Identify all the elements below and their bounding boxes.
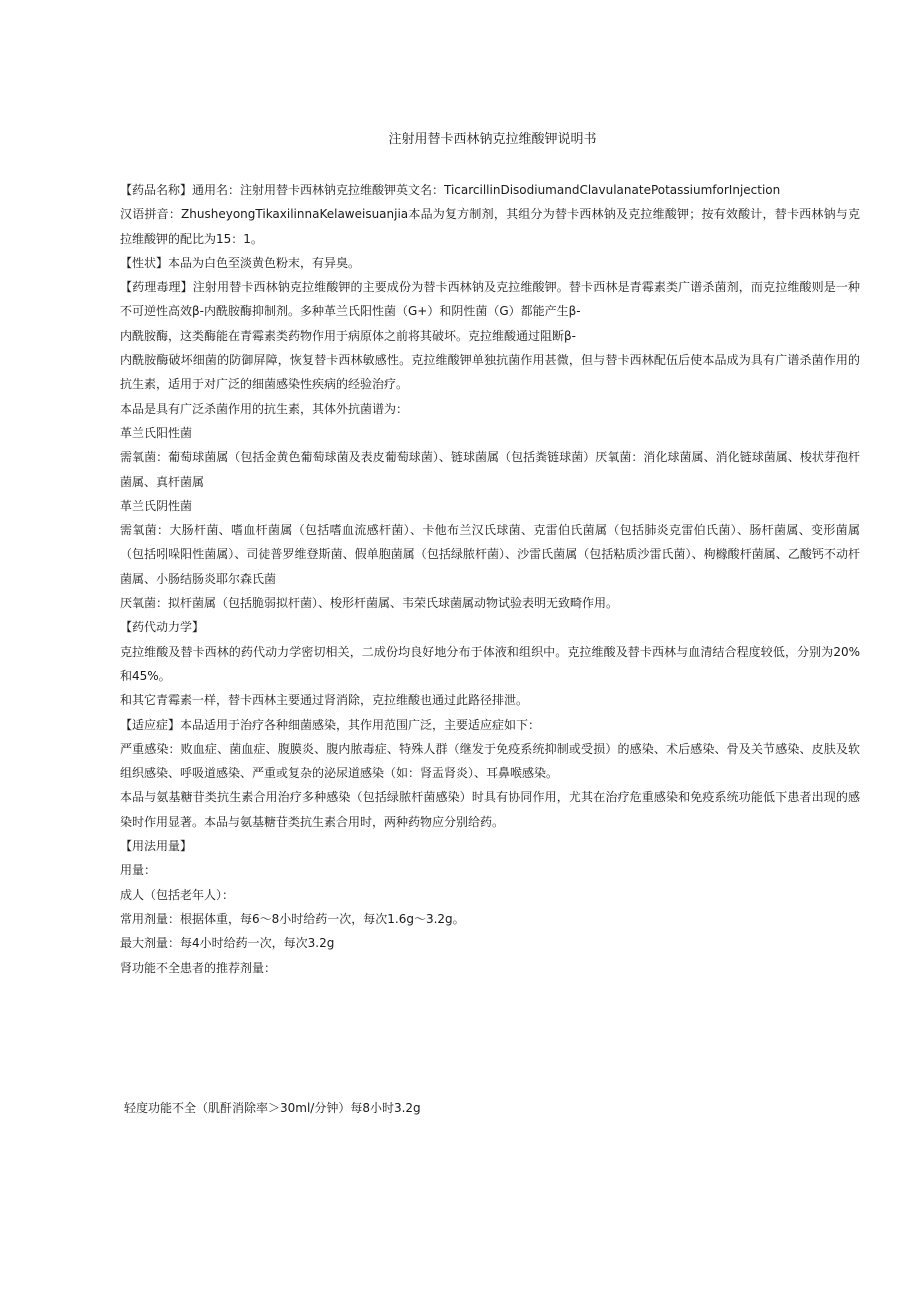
paragraph-gram-negative-anaerobes: 厌氧菌：拟杆菌属（包括脆弱拟杆菌）、梭形杆菌属、韦荣氏球菌属动物试验表明无致畸作用。 — [120, 596, 619, 611]
heading-dosage: 【用法用量】 — [120, 839, 193, 854]
paragraph-appearance: 【性状】本品为白色至淡黄色粉末，有异臭。 — [120, 255, 361, 270]
paragraph-indications: 【适应症】本品适用于治疗各种细菌感染，其作用范围广泛，主要适应症如下： — [120, 717, 541, 732]
paragraph-drug-name: 【药品名称】通用名：注射用替卡西林钠克拉维酸钾英文名：TicarcillinDisodiumandClavulanatePotassiumforInjection — [120, 183, 781, 197]
document-body — [120, 178, 860, 980]
paragraph-severe-infections: 严重感染：败血症、菌血症、腹膜炎、腹内脓毒症、特殊人群（继发于免疫系统抑制或受损）的感染、术后感染、骨及关节感染、皮肤及软组织感染、呼吸道感染、严重或复杂的泌尿道感染（如：肾盂肾炎）、耳鼻喉感染。 — [120, 741, 860, 781]
heading-pharmacokinetics: 【药代动力学】 — [120, 620, 205, 635]
paragraph-gram-positive: 需氧菌：葡萄球菌属（包括金黄色葡萄球菌及表皮葡萄球菌）、链球菌属（包括粪链球菌）厌氧菌：消化球菌属、消化链球菌属、梭状芽孢杆菌属、真杆菌属 — [120, 450, 860, 489]
paragraph-spectrum-intro: 本品是具有广泛杀菌作用的抗生素，其体外抗菌谱为： — [120, 401, 409, 416]
heading-gram-negative: 革兰氏阴性菌 — [120, 498, 193, 513]
paragraph-max-dose: 最大剂量：每4小时给药一次，每次3.2g — [120, 936, 335, 951]
paragraph-pharmacology-3: 内酰胺酶破坏细菌的防御屏障，恢复替卡西林敏感性。克拉维酸钾单独抗菌作用甚微，但与替卡西林配伍后使本品成为具有广谱杀菌作用的抗生素，适用于对广泛的细菌感染性疾病的经验治疗。 — [120, 353, 860, 392]
paragraph-usual-dose: 常用剂量：根据体重，每6～8小时给药一次，每次1.6g～3.2g。 — [120, 911, 465, 926]
page-title: 注射用替卡西林钠克拉维酸钾说明书 — [388, 132, 597, 147]
paragraph-pinyin: 汉语拼音：ZhusheyongTikaxilinnaKelaweisuanjia本品为复方制剂，其组分为替卡西林钠及克拉维酸钾；按有效酸计，替卡西林钠与克拉维酸钾的配比为15：1。 — [120, 207, 860, 246]
paragraph-combination: 本品与氨基糖苷类抗生素合用治疗多种感染（包括绿脓杆菌感染）时具有协同作用，尤其在治疗危重感染和免疫系统功能低下患者出现的感染时作用显著。本品与氨基糖苷类抗生素合用时，两种药物应分别给药。 — [120, 790, 860, 829]
paragraph-adults: 成人（包括老年人）： — [120, 887, 235, 902]
paragraph-pharmacology: 【药理毒理】注射用替卡西林钠克拉维酸钾的主要成份为替卡西林钠及克拉维酸钾。替卡西林是青霉素类广谱杀菌剂，而克拉维酸则是一种不可逆性高效β-内酰胺酶抑制剂。多种革兰氏阳性菌（G+）和阴性菌（G）都能产生β- — [120, 280, 860, 319]
heading-gram-positive: 革兰氏阳性菌 — [120, 425, 193, 440]
paragraph-renal-dose: 肾功能不全患者的推荐剂量： — [120, 960, 277, 975]
paragraph-pharmacokinetics: 克拉维酸及替卡西林的药代动力学密切相关，二成份均良好地分布于体液和组织中。克拉维酸及替卡西林与血清结合程度较低，分别为20%和45%。 — [120, 644, 860, 683]
paragraph-dose-label: 用量： — [120, 863, 157, 878]
paragraph-pharmacology-2: 内酰胺酶，这类酶能在青霉素类药物作用于病原体之前将其破坏。克拉维酸通过阻断β- — [120, 328, 576, 343]
paragraph-elimination: 和其它青霉素一样，替卡西林主要通过肾消除，克拉维酸也通过此路径排泄。 — [120, 693, 529, 708]
paragraph-gram-negative-aerobes: 需氧菌：大肠杆菌、嗜血杆菌属（包括嗜血流感杆菌）、卡他布兰汉氏球菌、克雷伯氏菌属（包括肺炎克雷伯氏菌）、肠杆菌属、变形菌属（包括吲哚阳性菌属）、司徒普罗维登斯菌、假单胞菌属（包括绿脓杆菌）、沙雷氏菌属（包括粘质沙雷氏菌）、枸橼酸杆菌属、乙酸钙不动杆菌属、小肠结肠炎耶尔森氏菌 — [120, 523, 860, 586]
renal-mild-dose-line: 轻度功能不全（肌酐消除率＞30ml/分钟）每8小时3.2g — [124, 1101, 421, 1115]
